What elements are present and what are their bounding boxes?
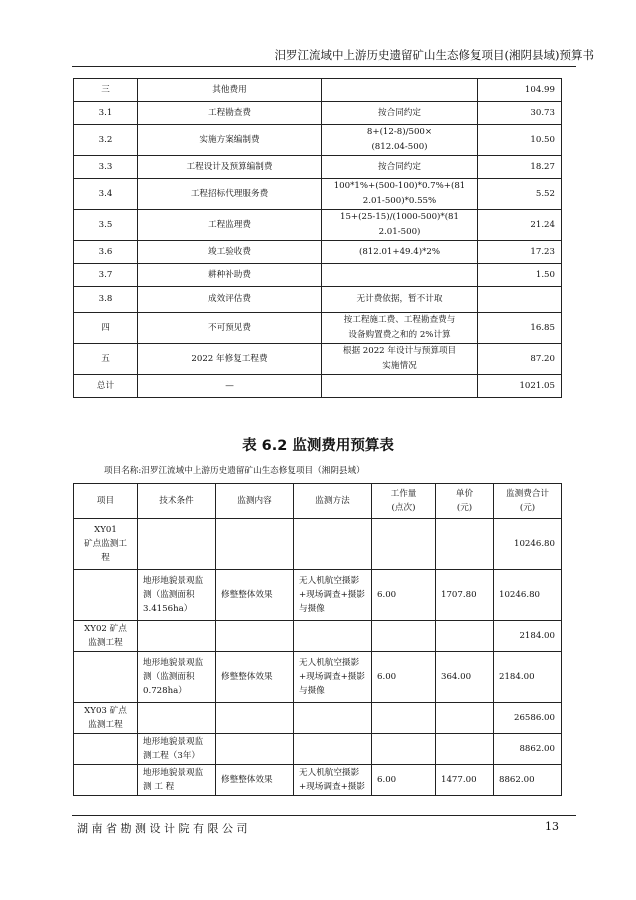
basis-cell: 100*1%+(500-100)*0.7%+(81 2.01-500)*0.55% [322,179,478,210]
amount-cell: 87.20 [478,344,562,375]
cost-name-cell: 工程设计及预算编制费 [138,156,322,179]
row-number-cell: 3.6 [74,241,138,264]
row-number-cell: 3.3 [74,156,138,179]
content-cell: 修整整体效果 [216,570,294,621]
cost-name-cell: 实施方案编制费 [138,125,322,156]
item-cell: XY02 矿点 监测工程 [74,621,138,652]
table-row [74,570,562,621]
header-price: 单价 (元) [436,484,494,519]
header-method: 监测方法 [294,484,372,519]
table-row [74,125,562,156]
table-row [74,102,562,125]
row-number-cell: 3.1 [74,102,138,125]
basis-cell [322,264,478,287]
basis-cell: 按合同约定 [322,156,478,179]
item-cell [74,652,138,703]
cost-name-cell: 成效评估费 [138,287,322,313]
cost-name-cell: 竣工验收费 [138,241,322,264]
content-cell [216,519,294,570]
content-cell: 修整整体效果 [216,765,294,796]
content-cell [216,703,294,734]
amount-cell: 30.73 [478,102,562,125]
table-row [74,156,562,179]
table-header-row [74,484,562,519]
row-number-cell: 四 [74,313,138,344]
table-row [74,313,562,344]
method-cell: 无人机航空摄影 +现场调查+摄影 与摄像 [294,570,372,621]
workload-cell [372,734,436,765]
cost-name-cell: 工程勘查费 [138,102,322,125]
table-row [74,703,562,734]
workload-cell: 6.00 [372,570,436,621]
amount-cell: 10.50 [478,125,562,156]
table-row [74,241,562,264]
total-cell: 10246.80 [494,570,562,621]
header-title: 汨罗江流域中上游历史遗留矿山生态修复项目(湘阴县域)预算书 [274,48,594,62]
header-content: 监测内容 [216,484,294,519]
table-row [74,210,562,241]
table-row [74,519,562,570]
basis-cell [322,79,478,102]
amount-cell [478,287,562,313]
method-cell [294,734,372,765]
row-number-cell: 五 [74,344,138,375]
cost-name-cell: 工程监理费 [138,210,322,241]
basis-cell: 按工程施工费、工程勘查费与 设备购置费之和的 2%计算 [322,313,478,344]
method-cell [294,703,372,734]
total-cell: 2184.00 [494,652,562,703]
amount-cell: 16.85 [478,313,562,344]
content-cell: 修整整体效果 [216,652,294,703]
total-cell: 8862.00 [494,734,562,765]
tech-cell: 地形地貌景观监 测（监测面积 3.4156ha） [138,570,216,621]
method-cell [294,519,372,570]
header-tech: 技术条件 [138,484,216,519]
price-cell [436,621,494,652]
amount-cell: 104.99 [478,79,562,102]
amount-cell: 21.24 [478,210,562,241]
workload-cell: 6.00 [372,765,436,796]
cost-name-cell: 不可预见费 [138,313,322,344]
cost-name-cell: 其他费用 [138,79,322,102]
cost-name-cell: 工程招标代理服务费 [138,179,322,210]
amount-cell: 1.50 [478,264,562,287]
header-item: 项目 [74,484,138,519]
amount-cell: 5.52 [478,179,562,210]
workload-cell: 6.00 [372,652,436,703]
content-cell [216,734,294,765]
row-number-cell: 3.5 [74,210,138,241]
tech-cell: 地形地貌景观监 测 工 程 [138,765,216,796]
footer-company: 湖南省勘测设计院有限公司 [77,822,251,835]
basis-cell: 15+(25-15)/(1000-500)*(81 2.01-500) [322,210,478,241]
table-caption: 表 6.2 监测费用预算表 [242,438,394,454]
header-total: 监测费合计 (元) [494,484,562,519]
table-row [74,621,562,652]
item-cell [74,734,138,765]
basis-cell: 根据 2022 年设计与预算项目 实施情况 [322,344,478,375]
amount-cell: 17.23 [478,241,562,264]
cost-name-cell: 耕种补助费 [138,264,322,287]
row-number-cell: 总计 [74,375,138,398]
row-number-cell: 3.8 [74,287,138,313]
workload-cell [372,519,436,570]
total-cell: 8862.00 [494,765,562,796]
table-row [74,264,562,287]
row-number-cell: 3.2 [74,125,138,156]
item-cell [74,765,138,796]
page-number: 13 [545,820,559,833]
budget-table-continued [73,78,562,398]
monitoring-cost-table [73,483,562,796]
table-row [74,375,562,398]
amount-cell: 18.27 [478,156,562,179]
price-cell: 364.00 [436,652,494,703]
total-cell: 2184.00 [494,621,562,652]
item-cell [74,570,138,621]
footer-rule [72,815,576,816]
basis-cell: 8+(12-8)/500× (812.04-500) [322,125,478,156]
method-cell: 无人机航空摄影 +现场调查+摄影 [294,765,372,796]
cost-name-cell: 2022 年修复工程费 [138,344,322,375]
price-cell: 1707.80 [436,570,494,621]
tech-cell [138,519,216,570]
table-row [74,344,562,375]
tech-cell: 地形地貌景观监 测工程（3年） [138,734,216,765]
cost-name-cell: — [138,375,322,398]
table-row [74,179,562,210]
table-row [74,287,562,313]
basis-cell: 无计费依据，暂不计取 [322,287,478,313]
method-cell [294,621,372,652]
price-cell [436,734,494,765]
tech-cell: 地形地貌景观监 测（监测面积 0.728ha） [138,652,216,703]
price-cell [436,703,494,734]
method-cell: 无人机航空摄影 +现场调查+摄影 与摄像 [294,652,372,703]
total-cell: 26586.00 [494,703,562,734]
table-row [74,652,562,703]
total-cell: 10246.80 [494,519,562,570]
workload-cell [372,703,436,734]
price-cell: 1477.00 [436,765,494,796]
basis-cell: (812.01+49.4)*2% [322,241,478,264]
table-row [74,79,562,102]
item-cell: XY03 矿点 监测工程 [74,703,138,734]
row-number-cell: 3.7 [74,264,138,287]
basis-cell [322,375,478,398]
workload-cell [372,621,436,652]
price-cell [436,519,494,570]
basis-cell: 按合同约定 [322,102,478,125]
amount-cell: 1021.05 [478,375,562,398]
header-rule [72,66,576,67]
content-cell [216,621,294,652]
table-row [74,765,562,796]
row-number-cell: 三 [74,79,138,102]
project-name-line: 项目名称:汨罗江流域中上游历史遗留矿山生态修复项目（湘阴县域） [104,466,365,476]
row-number-cell: 3.4 [74,179,138,210]
item-cell: XY01 矿点监测工 程 [74,519,138,570]
header-workload: 工作量 (点次) [372,484,436,519]
tech-cell [138,621,216,652]
table-row [74,734,562,765]
tech-cell [138,703,216,734]
